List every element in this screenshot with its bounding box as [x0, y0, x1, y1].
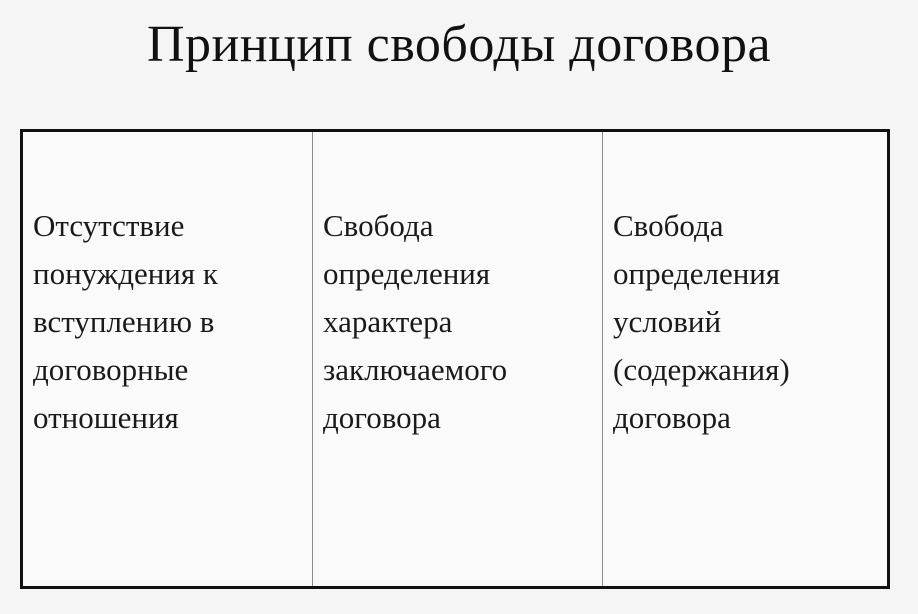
column-contract-type	[313, 132, 603, 586]
column-text: Свобода определения условий (содержания) договора	[613, 208, 790, 435]
principles-table	[20, 129, 890, 589]
diagram-title: Принцип свободы договора	[146, 16, 772, 73]
column-contract-terms	[603, 132, 887, 586]
column-text: Отсутствие понуждения к вступлению в договорные отношения	[33, 208, 218, 435]
column-no-compulsion	[23, 132, 313, 586]
column-text: Свобода определения характера заключаемого договора	[323, 208, 508, 435]
